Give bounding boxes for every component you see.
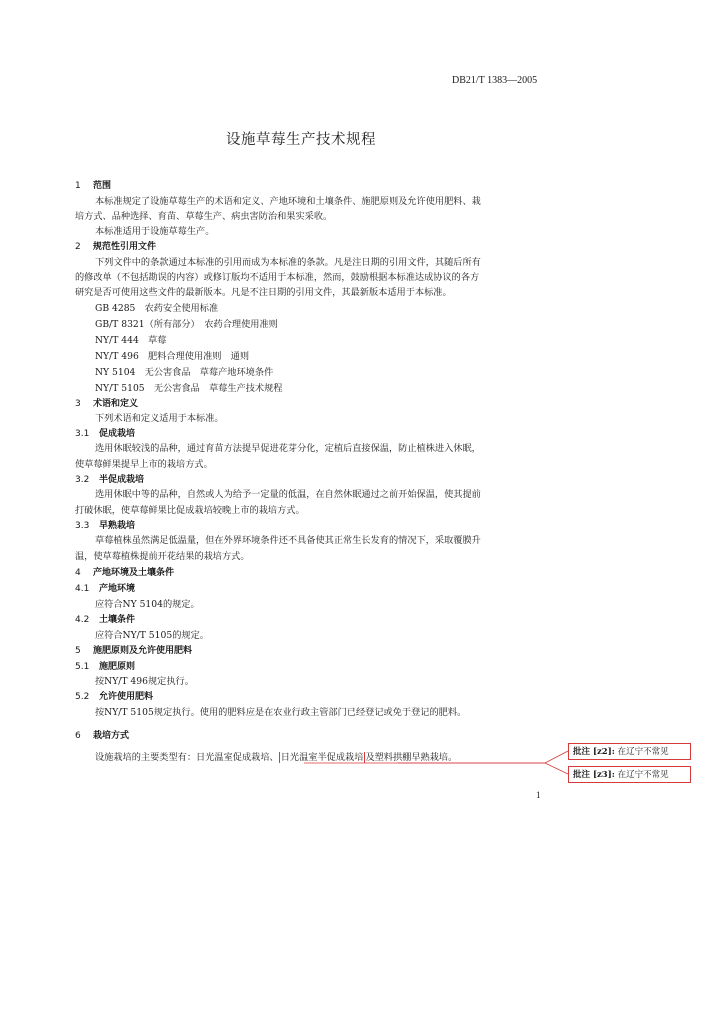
section-heading-4-2: 4.2 土壤条件 — [75, 615, 136, 625]
paragraph-line: 研究是否可使用这些文件的最新版本。凡是不注日期的引用文件，其最新版本适用于本标准。 — [75, 287, 452, 298]
paragraph-line: 应符合NY 5104的规定。 — [95, 599, 200, 610]
section-heading-3-3: 3.3 早熟栽培 — [75, 521, 136, 531]
paragraph-line: 本标准适用于设施草莓生产。 — [95, 226, 215, 237]
paragraph-line: 应符合NY/T 5105的规定。 — [95, 630, 209, 641]
paragraph-line: 选用休眠中等的品种，自然或人为给予一定量的低温，在自然休眠通过之前开始保温，使其提前 — [95, 489, 481, 500]
paragraph-line: 下列文件中的条款通过本标准的引用而成为本标准的条款。凡是注日期的引用文件，其随后所有 — [95, 257, 481, 268]
section-heading-4-1: 4.1 产地环境 — [75, 584, 136, 594]
comment-balloon[interactable]: 批注 [z3]: 在辽宁不常见 — [568, 766, 691, 783]
section-heading-5: 5 施肥原则及允许使用肥料 — [75, 646, 193, 656]
paragraph-line: 打破休眠，使草莓鲜果比促成栽培较晚上市的栽培方式。 — [75, 505, 305, 516]
reference-item: NY/T 5105 无公害食品 草莓生产技术规程 — [95, 383, 283, 394]
paragraph-line: 按NY/T 496规定执行。 — [95, 676, 194, 687]
paragraph-line: 温，使草莓植株提前开花结果的栽培方式。 — [75, 551, 250, 562]
section-heading-2: 2 规范性引用文件 — [75, 242, 157, 252]
paragraph-line: 选用休眠较浅的品种，通过育苗方法提早促进花芽分化，定植后直接保温，防止植株进入休眠， — [95, 443, 481, 454]
reference-item: GB 4285 农药安全使用标准 — [95, 303, 219, 314]
section-heading-3: 3 术语和定义 — [75, 399, 139, 409]
comment-balloon[interactable]: 批注 [z2]: 在辽宁不常见 — [568, 743, 691, 760]
paragraph-line: 本标准规定了设施草莓生产的术语和定义、产地环境和土壤条件、施肥原则及允许使用肥料、栽 — [95, 196, 481, 207]
paragraph-line: 使草莓鲜果提早上市的栽培方式。 — [75, 459, 213, 470]
commented-text[interactable]: 日光温室半促成栽培 — [280, 752, 364, 763]
paragraph-line: 下列术语和定义适用于本标准。 — [95, 413, 224, 424]
section-heading-6: 6 栽培方式 — [75, 731, 130, 741]
section-heading-3-1: 3.1 促成栽培 — [75, 429, 136, 439]
paragraph-line: 按NY/T 5105规定执行。使用的肥料应是在农业行政主管部门已经登记或免于登记的肥料。 — [95, 707, 467, 718]
section-heading-5-1: 5.1 施肥原则 — [75, 662, 136, 672]
reference-item: NY/T 496 肥料合理使用准则 通则 — [95, 351, 250, 362]
paragraph-line: 培方式、品种选择、育苗、草莓生产、病虫害防治和果实采收。 — [75, 211, 333, 222]
section-heading-1: 1 范围 — [75, 181, 112, 191]
paragraph-line: 的修改单（不包括勘误的内容）或修订版均不适用于本标准，然而，鼓励根据本标准达成协议的各方 — [75, 272, 480, 283]
paragraph-line: 草莓植株虽然满足低温量，但在外界环境条件还不具备使其正常生长发育的情况下，采取覆膜升 — [95, 535, 481, 546]
reference-item: GB/T 8321（所有部分） 农药合理使用准则 — [95, 319, 278, 330]
section-heading-3-2: 3.2 半促成栽培 — [75, 475, 145, 485]
section-heading-5-2: 5.2 允许使用肥料 — [75, 692, 154, 702]
reference-item: NY/T 444 草莓 — [95, 335, 167, 346]
page-number: 1 — [536, 790, 541, 800]
page-title: 设施草莓生产技术规程 — [226, 132, 376, 148]
document-code: DB21/T 1383—2005 — [452, 75, 538, 86]
reference-item: NY 5104 无公害食品 草莓产地环境条件 — [95, 367, 274, 378]
paragraph-line: 设施栽培的主要类型有：日光温室促成栽培、 日光温室半促成栽培 及塑料拱棚早熟栽培。 — [95, 752, 458, 763]
section-heading-4: 4 产地环境及土壤条件 — [75, 568, 175, 578]
